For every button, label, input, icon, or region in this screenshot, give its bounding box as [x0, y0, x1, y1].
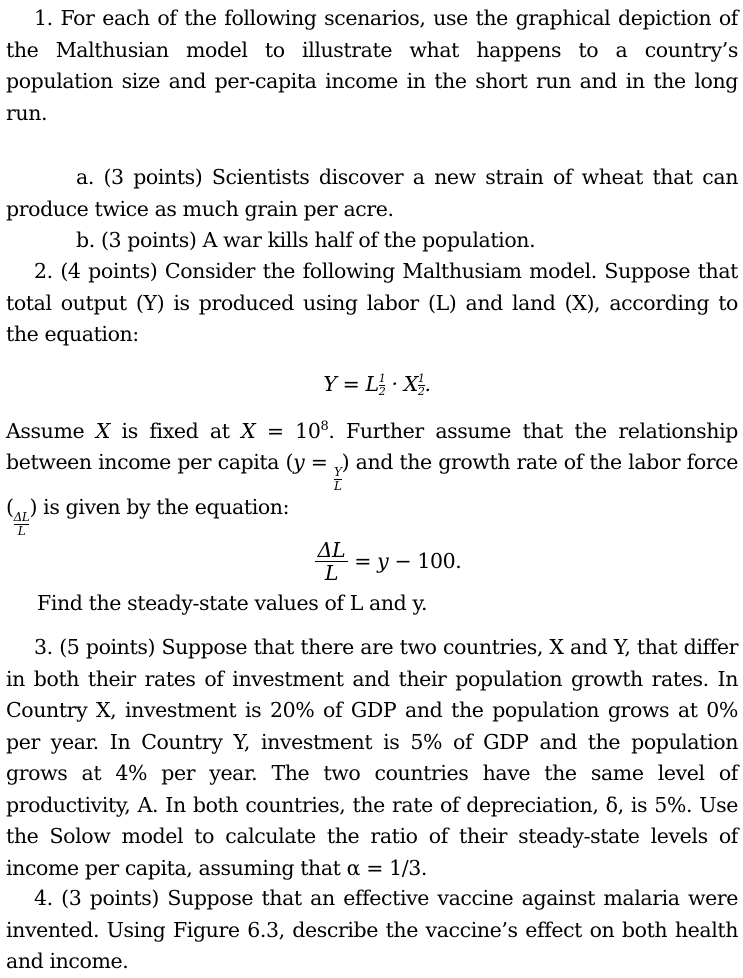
question-2-find: Find the steady-state values of L and y. — [37, 591, 428, 615]
question-3-text: 3. (5 points) Suppose that there are two countries, X and Y, that differ in both their rates of investment and their population growth rates. In Country X, investment is 20% of GDP and the population grows at 0% per year. In Country Y, investment is 5% of GDP and the population grows at 4% per year. The two countries have the same level of productivity, A. In both countries, the rate of depreciation, δ, is 5%. Use the Solow model to calculate the ratio of their steady-state levels of income per capita, assuming that α = 1/3. — [6, 635, 738, 880]
question-3 — [6, 632, 738, 884]
production-function-equation: Y = L $\frac{1}{2}$ · X $\frac{1}{2}$ . — [323, 371, 431, 398]
question-4-text: 4. (3 points) Suppose that an effective vaccine against malaria were invented. Using Figure 6.3, describe the vaccine’s effect on both health and income. — [6, 886, 738, 973]
question-1a: a. (3 points) Scientists discover a new strain of wheat that can produce twice as much grain per acre. — [6, 165, 738, 221]
labor-growth-equation: $\frac{\Delta L}{L}$ = y − 100. — [6, 539, 738, 584]
question-2 — [6, 256, 738, 620]
question-2-intro: 2. (4 points) Consider the following Malthusiam model. Suppose that total output (Y) is produced using labor (L) and land (X), according to the equation: — [6, 259, 738, 346]
question-1 — [6, 3, 738, 257]
question-1-intro: 1. For each of the following scenarios, use the graphical depiction of the Malthusian model to illustrate what happens to a country’s population size and per-capita income in the short run and in the long run. — [6, 6, 738, 125]
question-1b: b. (3 points) A war kills half of the population. — [76, 228, 536, 252]
question-4 — [6, 883, 738, 978]
question-2-assumption: Assume X is fixed at $X = 10^8$. Further assume that the relationship between income per capita (y = $\frac{Y}{L}$ ) and the growth rate of the labor force ( $\frac{\Delta L}{L}$ ) is given by the equation: — [6, 418, 738, 538]
